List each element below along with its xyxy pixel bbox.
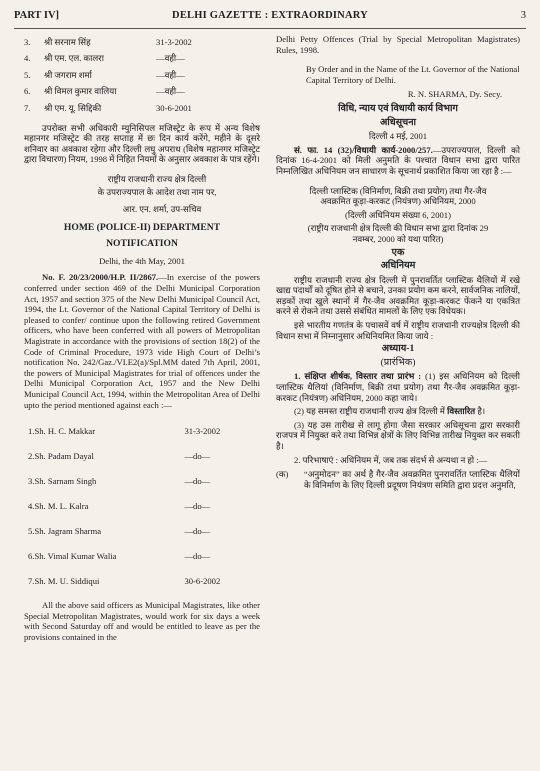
officer-date: 31-3-2002: [156, 36, 192, 47]
officer-number: 6.: [28, 551, 35, 562]
definition-ka: [276, 469, 520, 490]
hindi-order-line-1: राष्ट्रीय राजधानी राज्य क्षेत्र दिल्ली: [107, 173, 207, 184]
officer-number: 2.: [28, 451, 35, 462]
officer-name: श्री एम. यू. सिद्दिकी: [44, 102, 102, 113]
department-heading: HOME (POLICE-II) DEPARTMENT: [63, 221, 221, 233]
hindi-notification-date: दिल्ली 4 मई, 2001: [368, 131, 428, 142]
officer-name: Sh. Padam Dayal: [34, 451, 94, 462]
hindi-order-line-2: के उपराज्यपाल के आदेश तथा नाम पर,: [97, 187, 217, 198]
officer-date: —वही—: [156, 86, 185, 97]
section-1-2: [276, 406, 520, 417]
officer-number: 7.: [28, 576, 35, 587]
right-column: [276, 34, 520, 490]
officer-name: Sh. Jagram Sharma: [34, 526, 102, 537]
officer-date: —do—: [184, 551, 211, 562]
officer-name: श्री एम. एल. कालरा: [44, 53, 104, 64]
page-number: 3: [520, 10, 526, 21]
notification-heading: NOTIFICATION: [106, 238, 178, 250]
hindi-officer-list: [24, 34, 260, 117]
officer-row: [24, 419, 260, 444]
officer-row: [24, 569, 260, 594]
officer-number: 3.: [24, 36, 31, 47]
officer-name: Sh. Vimal Kumar Walia: [34, 551, 117, 562]
section-1-2-text: (2) यह समस्त राष्ट्रीय राजधानी राज्य क्षेत्र दिल्ली में: [294, 406, 448, 417]
section-1-2-bold: विस्तारित: [447, 406, 476, 417]
officer-date: —do—: [184, 451, 211, 462]
act-heading: अधिनियम: [380, 260, 416, 272]
hindi-notification-text: —उपराज्यपाल, दिल्ली को दिनांक 16-4-2001 को मिली अनुमति के पश्चात विधान सभा द्वारा पारित निम्नलिखित अधिनियम जन साधारण के सूचनार्थ प्रकाशित किया जा रहा है :—: [276, 144, 520, 176]
officer-row: [24, 100, 260, 117]
chapter-heading: अध्याय-1: [381, 343, 415, 355]
officer-date: 31-3-2002: [184, 426, 221, 437]
officer-number: 4.: [28, 501, 35, 512]
officer-row: [24, 469, 260, 494]
notification-body: [24, 272, 260, 410]
act-number: (दिल्ली अधिनियम संख्या 6, 2001): [345, 209, 451, 220]
officer-date: —do—: [184, 526, 211, 537]
officer-name: Sh. M. U. Siddiqui: [34, 576, 100, 587]
officer-number: 5.: [24, 69, 31, 80]
enacting-clause: इसे भारतीय गणतंत्र के पचासवें वर्ष में राष्ट्रीय राजधानी राज्यक्षेत्र दिल्ली की विधान सभा में निम्नानुसार अधिनियमित किया जाये :: [276, 320, 520, 341]
english-signature: R. N. SHARMA, Dy. Secy.: [407, 89, 502, 100]
officer-row: [24, 84, 260, 101]
officer-date: 30-6-2001: [156, 102, 192, 113]
part-label: PART IV]: [14, 10, 60, 21]
rules-continuation: Delhi Petty Offences (Trial by Special Metropolitan Magistrates) Rules, 1998.: [276, 34, 520, 55]
officer-name: Sh. Sarnam Singh: [34, 476, 97, 487]
preamble: राष्ट्रीय राजधानी राज्य क्षेत्र दिल्ली में पुनरावर्तित प्लास्टिक थैलियों में रखे खाद्य पदार्थों को दूषित होने से बचाने, उनका प्रयोग कम करने, सार्वजनिक नालियों, सड़कों तथा खुले स्थानों में गैर-जैव अवक्रमित कूड़ा-करकट फेंकने या एकत्रित करने से रोकने तथा उससे संबंधित मामलों के लिए एक विधेयक।: [276, 274, 520, 317]
officer-number: 7.: [24, 102, 31, 113]
left-column: [24, 34, 260, 646]
officer-name: Sh. H. C. Makkar: [34, 426, 96, 437]
officer-date: —वही—: [156, 53, 185, 64]
preliminary-heading: (प्रारंभिक): [380, 356, 416, 368]
officer-name: Sh. M. L. Kalra: [34, 501, 89, 512]
officer-name: श्री सरनाम सिंह: [44, 36, 91, 47]
assembly-note: (राष्ट्रीय राजधानी क्षेत्र दिल्ली की विधान सभा द्वारा दिनांक 29 नवम्बर, 2000 को यथा पारित): [307, 223, 489, 244]
notification-number: No. F. 20/23/2000/H.P. II/2867.: [42, 272, 159, 283]
section-1-title: 1. संक्षिप्त शीर्षक, विस्तार तथा प्रारंभ :: [294, 371, 422, 382]
page-header: [14, 6, 526, 29]
officer-number: 4.: [24, 53, 31, 64]
officer-row: [24, 67, 260, 84]
definition-ka-key: (क): [276, 469, 289, 480]
officer-row: [24, 444, 260, 469]
officer-row: [24, 519, 260, 544]
notification-text: —In exercise of the powers conferred under section 469 of the Delhi Municipal Corporation Act, 1957 and section 375 of the New Delhi Municipal Council Act, 1994, the Lt. Governor of the National Capital Territory of Delhi is pleased to confer/ continue upon the following retired Government officers, who have been conferred with all powers of Metropolitan Magistrate in accordance with the provisions of section 18(2) of the Code of Criminal Procedure, 1973 vide High Court of Delhi’s notification No. 242/Gaz./VI.E2(a)/Spl.MM dated 7th April, 2001, the powers of Municipal Magistrates for trial of offences under the Delhi Municipal Corporation Act, 1957 and the New Delhi Municipal Council Act, 1994, within the Metropolitan Area of Delhi upto the period mentioned against each :—: [24, 272, 260, 410]
officer-name: श्री विमल कुमार वालिया: [44, 86, 117, 97]
english-officer-list: [24, 419, 260, 594]
english-order: By Order and in the Name of the Lt. Governor of the National Capital Territory of Delhi.: [306, 64, 520, 85]
officer-number: 1.: [28, 426, 35, 437]
section-1-text: (1) इस अधिनियम को दिल्ली प्लास्टिक थैलियां (विनिर्माण, बिक्री तथा प्रयोग) तथा गैर-जैव अवक्रमित कूड़ा-करकट (नियंत्रण) अधिनियम, 2000 कहा जाये।: [276, 371, 521, 403]
hindi-signature: आर. एन. शर्मा, उप-सचिव: [122, 204, 202, 215]
officer-name: श्री जगराम शर्मा: [44, 69, 92, 80]
officer-number: 5.: [28, 526, 35, 537]
section-2: 2. परिभाषाएं : अधिनियम में, जब तक संदर्भ से अन्यथा न हो :—: [294, 454, 488, 465]
hindi-notification-heading: अधिसूचना: [379, 116, 417, 128]
officer-date: —वही—: [156, 69, 185, 80]
closing-paragraph: All the above said officers as Municipal Magistrates, like other Special Metropolitan Magistrates, would work for six days a week with Second Saturday off and would be entitled to leave as per the provisions contained in the: [24, 600, 260, 642]
act-title: दिल्ली प्लास्टिक (विनिर्माण, बिक्री तथा प्रयोग) तथा गैर-जैव अवक्रमित कूड़ा-करकट (नियंत्रण) अधिनियम, 2000: [309, 185, 487, 207]
officer-row: [24, 544, 260, 569]
gazette-title: DELHI GAZETTE : EXTRAORDINARY: [172, 10, 368, 21]
officer-row: [24, 494, 260, 519]
ek-heading: एक: [391, 246, 405, 258]
definition-ka-text: “अनुमोदन” का अर्थ है गैर-जैव अवक्रमित पुनरावर्तित प्लास्टिक थैलियों के विनिर्माण के लिए दिल्ली प्रदूषण नियंत्रण समिति द्वारा प्रदत्त अनुमति,: [304, 469, 520, 490]
hindi-department-heading: विधि, न्याय एवं विधायी कार्य विभाग: [338, 102, 458, 114]
officer-date: 30-6-2002: [184, 576, 221, 587]
hindi-notification-body: [276, 145, 520, 177]
section-1: [276, 371, 520, 403]
notification-date: Delhi, the 4th May, 2001: [99, 255, 185, 266]
officer-number: 3.: [28, 476, 35, 487]
hindi-paragraph: उपरोक्त सभी अधिकारी म्युनिसिपल मजिस्ट्रेट के रूप में अन्य विशेष महानगर मजिस्ट्रेट की तरह सप्ताह में छः दिन कार्य करेंगे, महीने के दूसरे शनिवार का अवकाश रहेगा और दिल्ली लघु अपराध (विशेष महानगर मजिस्ट्रेट द्वारा विचारण) नियम, 1998 में निहित नियमों के अनुसार अवकाश के पात्र रहेंगे।: [24, 122, 260, 165]
officer-row: [24, 51, 260, 68]
officer-number: 6.: [24, 86, 31, 97]
officer-row: [24, 34, 260, 51]
section-1-2-end: है।: [475, 406, 486, 417]
section-1-3: (3) यह उस तारीख से लागू होगा जैसा सरकार अधिसूचना द्वारा सरकारी राजपत्र में नियुक्त करे तथा विभिन्न क्षेत्रों के लिए विभिन्न तारीख नियुक्त कर सकती है।: [276, 419, 520, 451]
officer-date: —do—: [184, 501, 211, 512]
officer-date: —do—: [184, 476, 211, 487]
hindi-notification-number: सं. फा. 14 (32)/विधायी कार्य-2000/257.: [294, 144, 433, 155]
